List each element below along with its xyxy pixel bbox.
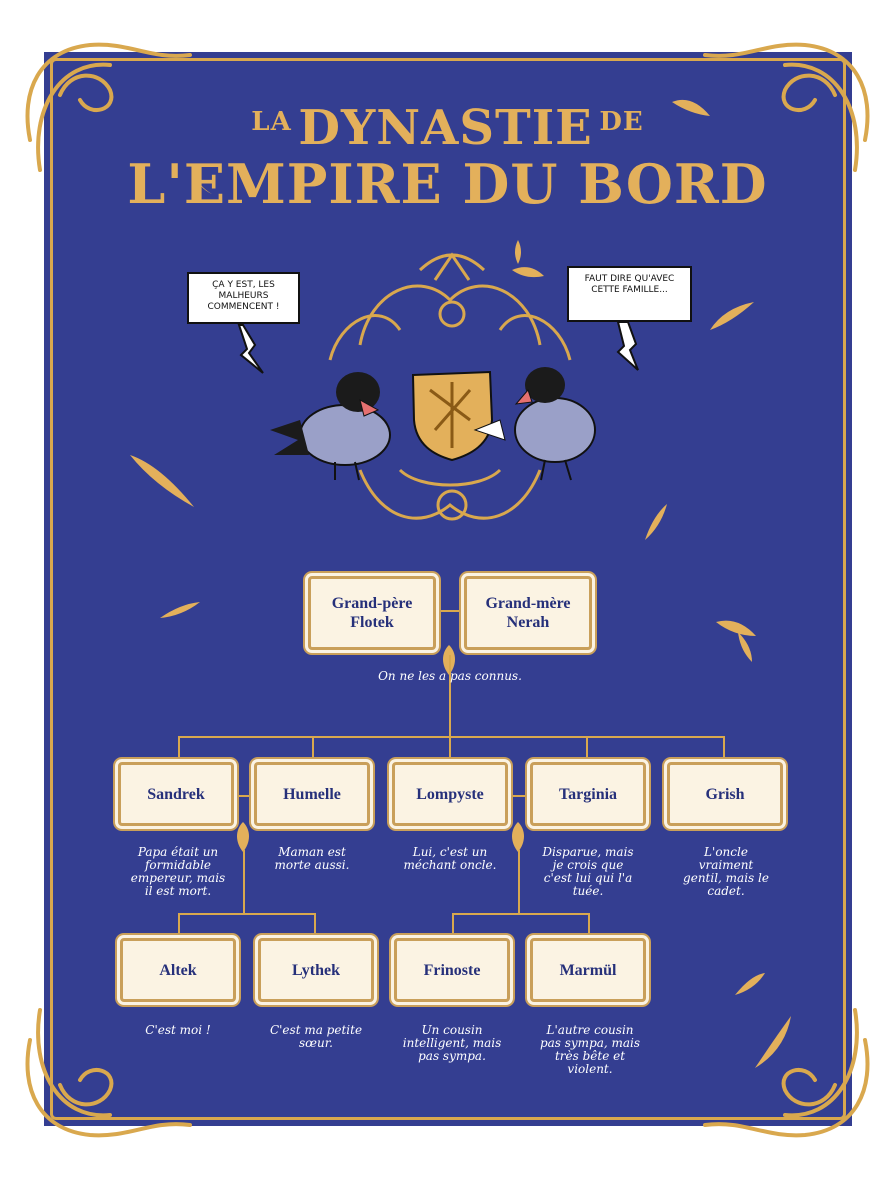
note-lythek: C'est ma petite sœur. — [269, 1023, 363, 1050]
node-frinoste: Frinoste — [394, 938, 510, 1002]
title-dynastie: DYNASTIE — [298, 100, 593, 156]
bubble-tail-left — [239, 325, 263, 373]
title-line-1 — [0, 100, 895, 156]
title-line-2: L'EMPIRE DU BORD — [127, 152, 768, 216]
title-small-la: LA — [251, 107, 292, 137]
note-lompyste: Lui, c'est un méchant oncle. — [403, 845, 497, 872]
crow-icon — [475, 367, 595, 480]
connector-drop — [588, 913, 590, 935]
shield-emblem-icon — [413, 372, 492, 460]
title-small-de: DE — [599, 107, 644, 137]
feather-icon — [738, 632, 752, 662]
node-grish: Grish — [667, 762, 783, 826]
node-humelle: Humelle — [254, 762, 370, 826]
note-targinia: Disparue, mais je crois que c'est lui qui l'a tuée. — [542, 845, 634, 898]
note-humelle: Maman est morte aussi. — [274, 845, 350, 872]
feather-icon — [515, 240, 521, 264]
connector-drop — [452, 913, 454, 935]
note-sandrek: Papa était un formidable empereur, mais il est mort. — [130, 845, 226, 898]
feather-icon — [512, 267, 544, 277]
feather-icon — [755, 1016, 791, 1068]
node-lythek: Lythek — [258, 938, 374, 1002]
connector-trunk — [449, 655, 451, 737]
crow-icon — [270, 372, 390, 480]
connector-drop — [312, 736, 314, 760]
knot-icon — [237, 822, 249, 852]
feather-icon — [160, 602, 200, 618]
knot-icon — [512, 822, 524, 852]
node-grandmere-nerah: Grand-mère Nerah — [464, 576, 592, 650]
bubble-tail-right — [618, 322, 638, 370]
connector-drop — [178, 913, 180, 935]
connector-drop — [586, 736, 588, 760]
note-marmul: L'autre cousin pas sympa, mais très bête et violent. — [539, 1023, 641, 1076]
feather-icon — [735, 973, 765, 995]
note-frinoste: Un cousin intelligent, mais pas sympa. — [402, 1023, 502, 1063]
connector-couple — [512, 795, 528, 797]
feathers — [130, 100, 791, 1068]
node-altek: Altek — [120, 938, 236, 1002]
connector-trunk — [518, 850, 520, 914]
connector-grandchildren-bar — [452, 913, 590, 915]
connector-grandparents — [438, 610, 464, 612]
connector-trunk — [243, 850, 245, 914]
feather-icon — [710, 302, 754, 330]
note-grish: L'oncle vraiment gentil, mais le cadet. — [683, 845, 769, 898]
node-targinia: Targinia — [530, 762, 646, 826]
connector-drop — [314, 913, 316, 935]
node-sandrek: Sandrek — [118, 762, 234, 826]
speech-bubble-left: ÇA Y EST, LES MALHEURS COMMENCENT ! — [187, 272, 300, 324]
node-lompyste: Lompyste — [392, 762, 508, 826]
node-marmul: Marmül — [530, 938, 646, 1002]
connector-drop — [449, 736, 451, 760]
node-grandpere-flotek: Grand-père Flotek — [308, 576, 436, 650]
feather-icon — [130, 455, 194, 507]
connector-drop — [723, 736, 725, 760]
feather-icon — [645, 504, 667, 540]
connector-children-bar — [178, 736, 725, 738]
speech-bubble-right: FAUT DIRE QU'AVEC CETTE FAMILLE... — [567, 266, 692, 322]
connector-grandchildren-bar — [178, 913, 316, 915]
feather-icon — [716, 621, 756, 636]
note-altek: C'est moi ! — [145, 1023, 211, 1037]
connector-drop — [178, 736, 180, 760]
connector-couple — [236, 795, 252, 797]
note-grandparents: On ne les a pas connus. — [378, 669, 522, 683]
